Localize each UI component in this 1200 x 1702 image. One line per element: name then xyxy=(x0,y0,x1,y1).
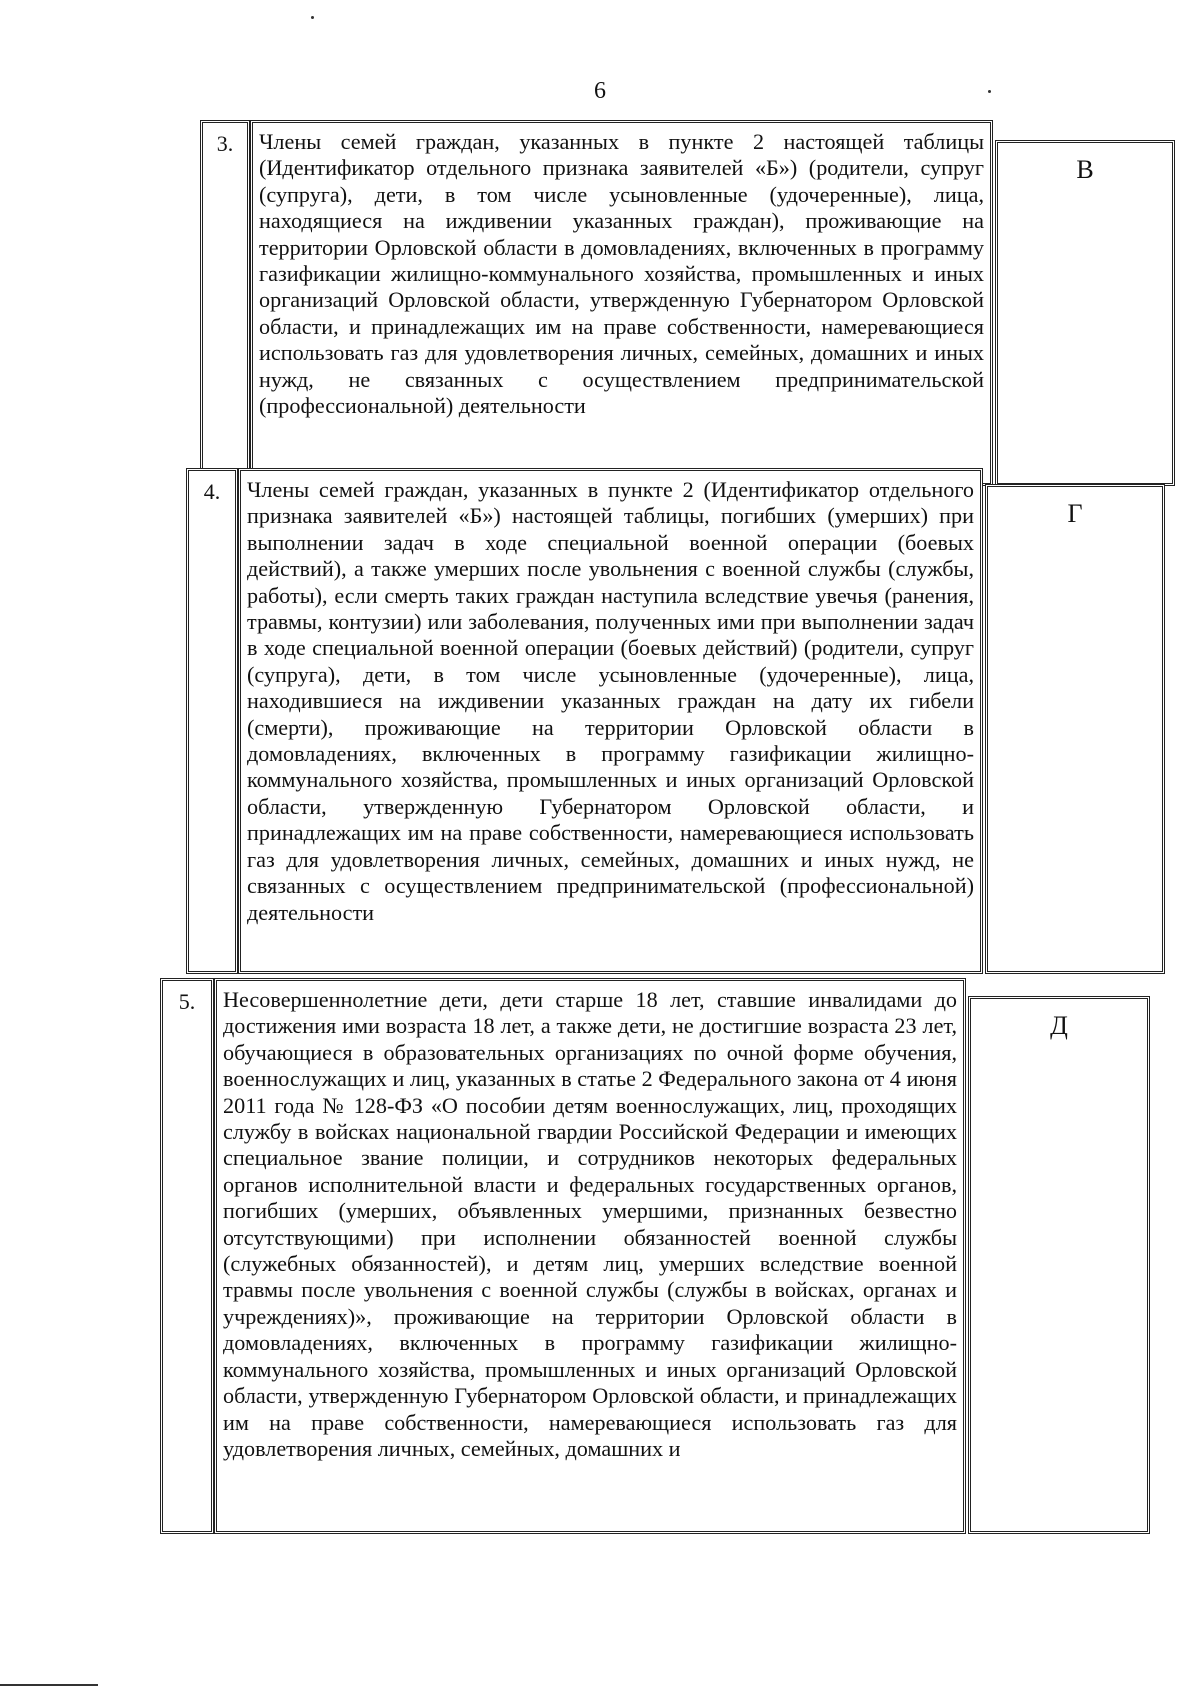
row-number-cell: 5. xyxy=(160,978,214,1534)
row-description-cell: Несовершеннолетние дети, дети старше 18 лет, ставшие инвалидами до достижения ими возраста 18 лет, а также дети, не достигшие возраста 23 лет, обучающиеся в образовательных организациях по очной форме обучения, военнослужащих и лиц, указанных в статье 2 Федерального закона от 4 июня 2011 года № 128-ФЗ «О пособии детям военнослужащих, лиц, проходящих службу в войсках национальной гвардии Российской Федерации и имеющих специальное звание полиции, и сотрудников некоторых федеральных органов исполнительной власти и федеральных государственных органов, погибших (умерших, объявленных умершими, признанных безвестно отсутствующими) при исполнении обязанностей военной службы (служебных обязанностей), и детям лиц, умерших вследствие военной травмы после увольнения с военной службы (службы в войсках, органах и учреждениях)», проживающие на территории Орловской области в домовладениях, включенных в программу газификации жилищно-коммунального хозяйства, промышленных и иных организаций Орловской области, утвержденную Губернатором Орловской области, и принадлежащих им на праве собственности, намеревающиеся использовать газ для удовлетворения личных, семейных, домашних и xyxy=(214,978,966,1534)
row-code-cell: Д xyxy=(968,996,1150,1534)
row-description-cell: Члены семей граждан, указанных в пункте 2 (Идентификатор отдельного признака заявителей «Б») настоящей таблицы, погибших (умерших) при выполнении задач в ходе специальной военной операции (боевых действий), а также умерших после увольнения с военной службы (службы, работы), если смерть таких граждан наступила вследствие увечья (ранения, травмы, контузии) или заболевания, полученных ими при выполнении задач в ходе специальной военной операции (боевых действий) (родители, супруг (супруга), дети, в том числе усыновленные (удочеренные), лица, находившиеся на иждивении указанных граждан на дату их гибели (смерти), проживающие на территории Орловской области в домовладениях, включенных в программу газификации жилищно-коммунального хозяйства, промышленных и иных организаций Орловской области, утвержденную Губернатором Орловской области, и принадлежащих им на праве собственности, намеревающиеся использовать газ для удовлетворения личных, семейных, домашних и иных нужд, не связанных с осуществлением предпринимательской (профессиональной) деятельности xyxy=(238,468,983,974)
footer-rule xyxy=(0,1684,98,1686)
row-number-cell: 4. xyxy=(186,468,238,974)
row-number-cell: 3. xyxy=(200,120,250,486)
page-number: 6 xyxy=(594,78,606,104)
scan-speck xyxy=(311,16,314,19)
row-code-cell: В xyxy=(995,140,1175,486)
row-code-cell: Г xyxy=(985,484,1165,974)
row-description-cell: Члены семей граждан, указанных в пункте 2 настоящей таблицы (Идентификатор отдельного признака заявителей «Б») (родители, супруг (супруга), дети, в том числе усыновленные (удочеренные), лица, находящиеся на иждивении указанных граждан), проживающие на территории Орловской области в домовладениях, включенных в программу газификации жилищно-коммунального хозяйства, промышленных и иных организаций Орловской области, утвержденную Губернатором Орловской области, и принадлежащих им на праве собственности, намеревающиеся использовать газ для удовлетворения личных, семейных, домашних и иных нужд, не связанных с осуществлением предпринимательской (профессиональной) деятельности xyxy=(250,120,993,486)
